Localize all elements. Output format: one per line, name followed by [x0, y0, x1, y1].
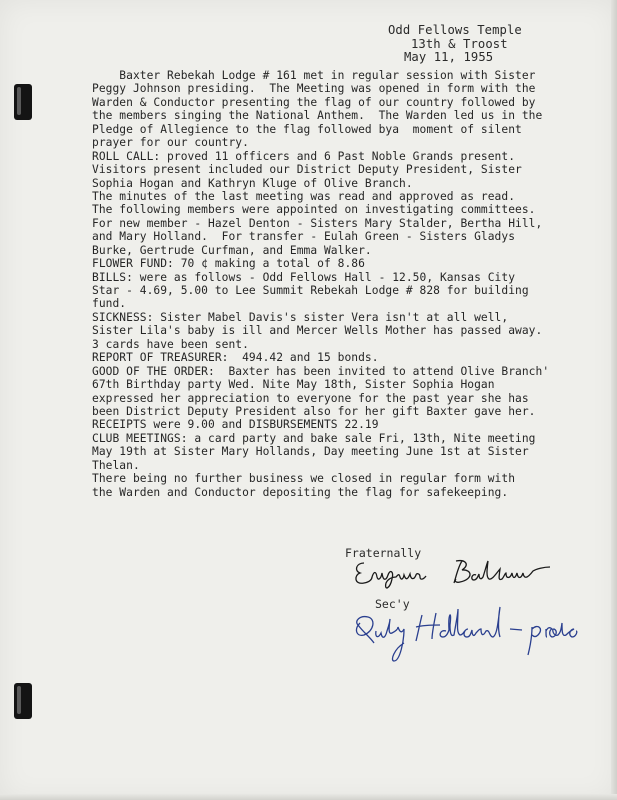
minutes-line: Thelan. — [92, 458, 140, 472]
minutes-line: fund. — [92, 297, 127, 311]
minutes-line: and Mary Holland. For transfer - Eulah Green - Sisters Gladys — [92, 230, 516, 244]
minutes-line: 3 cards have been sent. — [92, 337, 249, 351]
closing-salutation: Fraternally — [345, 546, 422, 560]
heading-address: 13th & Troost — [411, 36, 508, 51]
minutes-line: RECEIPTS were 9.00 and DISBURSEMENTS 22.19 — [92, 418, 379, 432]
binder-punch-hole-top — [14, 84, 32, 120]
minutes-line: May 19th at Sister Mary Hollands, Day meeting June 1st at Sister — [92, 445, 529, 459]
minutes-line: ROLL CALL: proved 11 officers and 6 Past Noble Grands present. — [92, 149, 516, 163]
minutes-line: Star - 4.69, 5.00 to Lee Summit Rebekah Lodge # 828 for building — [92, 284, 529, 297]
signature-eugenia-baldwin — [350, 553, 560, 593]
minutes-line: Visitors present included our District Deputy President, Sister — [92, 163, 522, 177]
binder-punch-hole-bottom — [14, 683, 32, 719]
letter-heading — [388, 24, 588, 65]
minutes-line: FLOWER FUND: 70 ¢ making a total of 8.86 — [92, 257, 365, 271]
minutes-line: Sister Lila's baby is ill and Mercer Wells Mother has passed away. — [92, 324, 543, 338]
minutes-line: Baxter Rebekah Lodge # 161 met in regular session with Sister — [92, 69, 536, 82]
page-edge-bottom — [0, 794, 617, 800]
minutes-line: been District Deputy President also for her gift Baxter gave her. — [92, 404, 536, 418]
minutes-line: SICKNESS: Sister Mabel Davis's sister Vera isn't at all well, — [92, 310, 509, 324]
minutes-line: 67th Birthday party Wed. Nite May 18th, Sister Sophia Hogan — [92, 378, 495, 392]
minutes-line: Pledge of Allegience to the flag followed bya moment of silent — [92, 122, 522, 136]
minutes-line: the Warden and Conductor depositing the flag for safekeeping. — [92, 485, 509, 499]
minutes-line: the members singing the National Anthem. The Warden led us in the — [92, 109, 543, 123]
minutes-line: For new member - Hazel Denton - Sisters Mary Stalder, Bertha Hill, — [92, 216, 543, 230]
minutes-line: prayer for our country. — [92, 136, 249, 150]
minutes-line: CLUB MEETINGS: a card party and bake sale Fri, 13th, Nite meeting — [92, 431, 536, 445]
minutes-line: Sophia Hogan and Kathryn Kluge of Olive Branch. — [92, 176, 413, 190]
heading-location: Odd Fellows Temple — [388, 23, 522, 37]
heading-date: May 11, 1955 — [404, 50, 494, 64]
secretary-label: Sec'y — [375, 597, 410, 611]
minutes-line: Warden & Conductor presenting the flag of our country followed by — [92, 95, 536, 109]
minutes-line: The minutes of the last meeting was read and approved as read. — [92, 189, 516, 203]
signature-ruby-holland — [350, 603, 580, 665]
minutes-body — [92, 69, 592, 499]
page-edge-right — [611, 0, 617, 800]
minutes-line: There being no further business we closed in regular form with — [92, 472, 516, 486]
minutes-line: Peggy Johnson presiding. The Meeting was opened in form with the — [92, 82, 536, 96]
minutes-line: BILLS: were as follows - Odd Fellows Hall - 12.50, Kansas City — [92, 270, 516, 284]
minutes-line: REPORT OF TREASURER: 494.42 and 15 bonds. — [92, 351, 379, 365]
minutes-line: GOOD OF THE ORDER: Baxter has been invited to attend Olive Branch' — [92, 364, 550, 378]
minutes-line: Burke, Gertrude Curfman, and Emma Walker. — [92, 243, 372, 257]
minutes-line: The following members were appointed on investigating committees. — [92, 203, 536, 217]
minutes-line: expressed her appreciation to everyone for the past year she has — [92, 391, 529, 405]
